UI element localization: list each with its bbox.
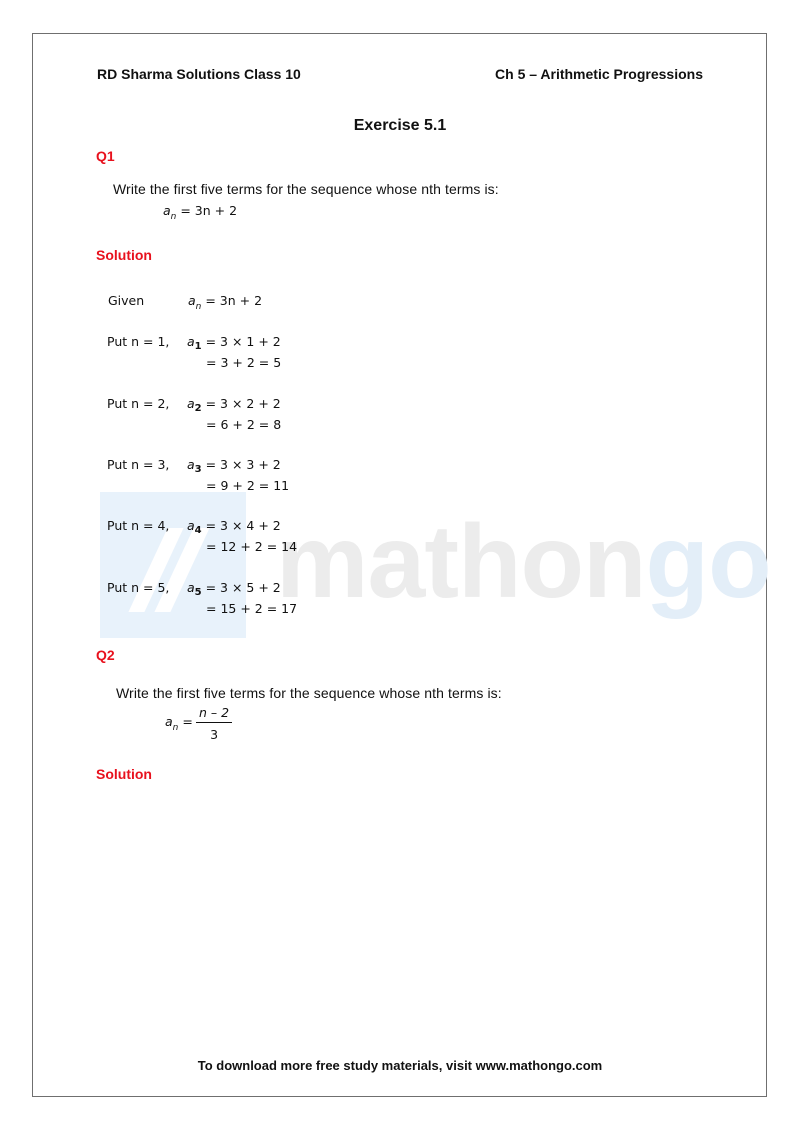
step-put: Put n = 2, [107, 396, 170, 411]
q2-label: Q2 [96, 647, 115, 663]
step-line1: $a_2 = 3 \times 2 + 2$ [187, 396, 281, 414]
footer-download-note: To download more free study materials, visit www.mathongo.com [197, 1058, 603, 1073]
q1-prompt: Write the first five terms for the sequence whose nth terms is: [113, 181, 499, 197]
step-line1: $a_1 = 3 \times 1 + 2$ [187, 334, 281, 352]
fraction-denominator: 3 [210, 727, 219, 742]
step-put: Put n = 3, [107, 457, 170, 472]
given-formula: $a_n = 3n + 2$ [188, 293, 263, 312]
step-line2: = 9 + 2 = 11 [206, 478, 290, 493]
step-put: Put n = 4, [107, 518, 170, 533]
header-book-title: RD Sharma Solutions Class 10 [97, 66, 301, 82]
header-chapter-title: Ch 5 – Arithmetic Progressions [495, 66, 703, 82]
step-line1: $a_4 = 3 \times 4 + 2$ [187, 518, 281, 536]
q1-label: Q1 [96, 148, 115, 164]
step-line2: = 6 + 2 = 8 [206, 417, 282, 432]
step-line1: $a_3 = 3 \times 3 + 2$ [187, 457, 281, 475]
step-line2: = 15 + 2 = 17 [206, 601, 298, 616]
solution-1-label: Solution [96, 247, 152, 263]
solution-2-label: Solution [96, 766, 152, 782]
exercise-title: Exercise 5.1 [353, 117, 447, 134]
given-label: Given [108, 293, 145, 308]
watermark-logo [100, 492, 246, 638]
q2-fraction [196, 705, 232, 742]
step-line2: = 3 + 2 = 5 [206, 355, 282, 370]
step-line2: = 12 + 2 = 14 [206, 539, 298, 554]
step-put: Put n = 1, [107, 334, 170, 349]
step-line1: $a_5 = 3 \times 5 + 2$ [187, 580, 281, 598]
q1-formula: $a_n = 3n + 2$ [163, 203, 238, 222]
q2-formula-lhs: $a_n$ = [165, 714, 193, 733]
watermark-text: mathongo [276, 504, 771, 620]
q2-prompt: Write the first five terms for the sequence whose nth terms is: [116, 685, 502, 701]
step-put: Put n = 5, [107, 580, 170, 595]
fraction-numerator: n – 2 [196, 705, 232, 723]
